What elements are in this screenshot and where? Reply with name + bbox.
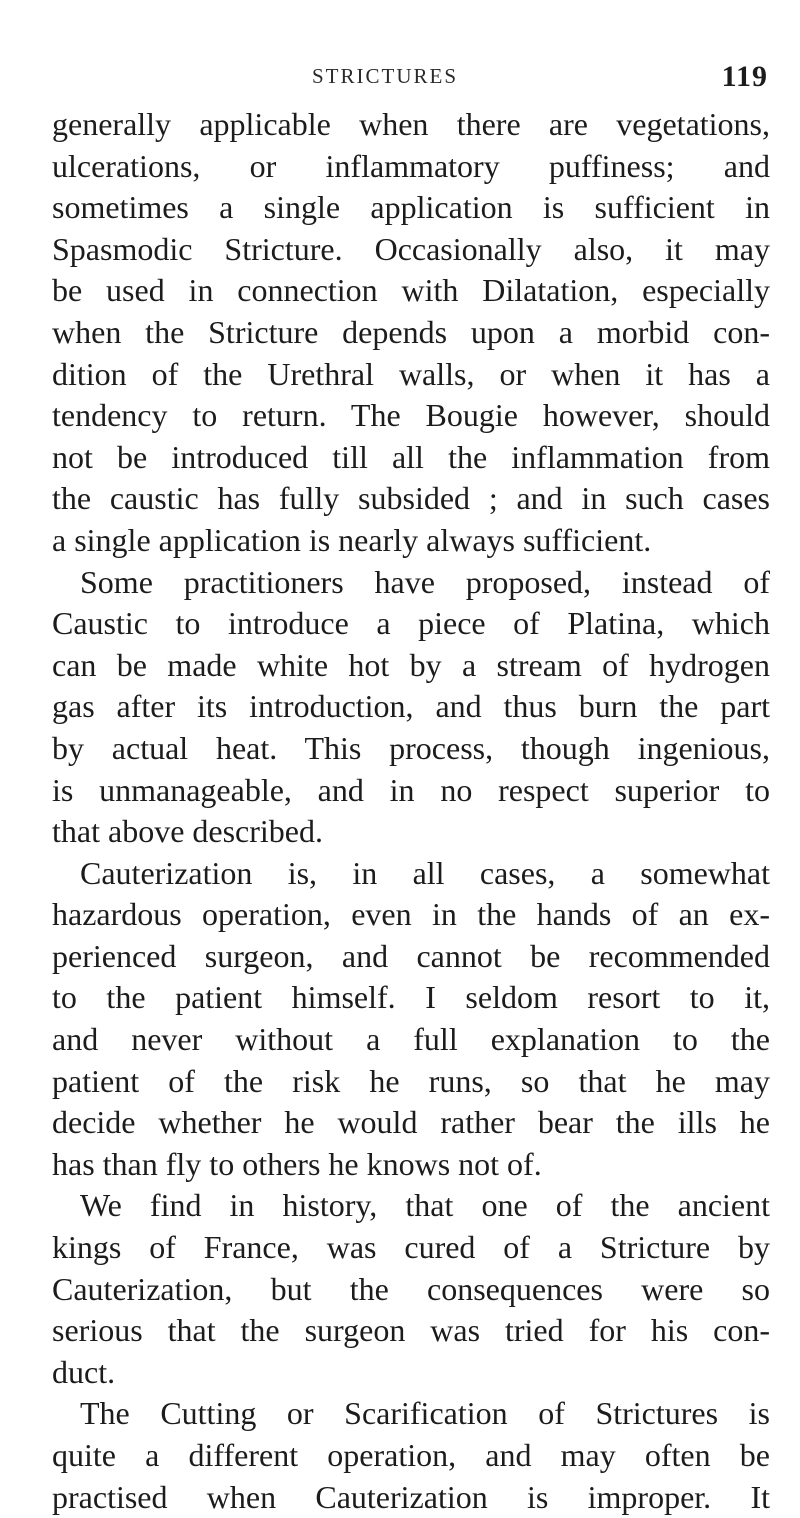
text-line: the caustic has fully subsided ; and in such cases (52, 480, 770, 517)
paragraph-start-line: The Cutting or Scarification of Strictures is (80, 1395, 770, 1432)
running-head (54, 60, 768, 93)
text-line: dition of the Urethral walls, or when it has a (52, 355, 770, 392)
text-line: sometimes a single application is sufficient in (52, 189, 770, 226)
text-line: has than fly to others he knows not of. (52, 1145, 542, 1182)
text-line: Cauterization, but the consequences were so (52, 1270, 770, 1307)
text-line: and never without a full explanation to the (52, 1021, 770, 1058)
text-line: is unmanageable, and in no respect superior to (52, 771, 770, 808)
running-title: STRICTURES (312, 64, 459, 88)
text-line: not be introduced till all the inflammation from (52, 438, 770, 475)
text-line: serious that the surgeon was tried for his con- (52, 1312, 770, 1349)
body-text (52, 104, 770, 1518)
text-line: kings of France, was cured of a Stricture by (52, 1229, 770, 1266)
text-line: hazardous operation, even in the hands of an ex- (52, 896, 770, 933)
text-line: gas after its introduction, and thus burn the part (52, 688, 770, 725)
text-line: be used in connection with Dilatation, especially (52, 272, 770, 309)
page-number: 119 (721, 60, 768, 93)
text-line: decide whether he would rather bear the ills he (52, 1104, 770, 1141)
text-line: Caustic to introduce a piece of Platina, which (52, 605, 770, 642)
text-line: to the patient himself. I seldom resort to it, (52, 979, 770, 1016)
text-line: by actual heat. This process, though ingenious, (52, 729, 770, 766)
text-line: a single application is nearly always sufficient. (52, 521, 652, 558)
text-line: quite a different operation, and may often be (52, 1437, 770, 1473)
text-line: that above described. (52, 813, 323, 850)
paragraph-start-line: Some practitioners have proposed, instead of (80, 563, 770, 600)
paragraph-start-line: We find in history, that one of the ancient (80, 1187, 770, 1224)
text-line: can be made white hot by a stream of hydrogen (52, 646, 770, 683)
text-line: Spasmodic Stricture. Occasionally also, it may (52, 230, 770, 267)
text-line: when the Stricture depends upon a morbid con- (52, 313, 770, 350)
text-line: generally applicable when there are vegetations, (52, 106, 770, 142)
text-line: tendency to return. The Bougie however, should (52, 397, 770, 434)
paragraph-start-line: Cauterization is, in all cases, a somewhat (80, 854, 770, 891)
text-line: perienced surgeon, and cannot be recommended (52, 937, 770, 974)
text-line: duct. (52, 1353, 116, 1390)
text-line: ulcerations, or inflammatory puffiness; and (52, 147, 770, 184)
text-line: patient of the risk he runs, so that he may (52, 1062, 770, 1099)
text-line: practised when Cauterization is improper. It (52, 1478, 770, 1515)
